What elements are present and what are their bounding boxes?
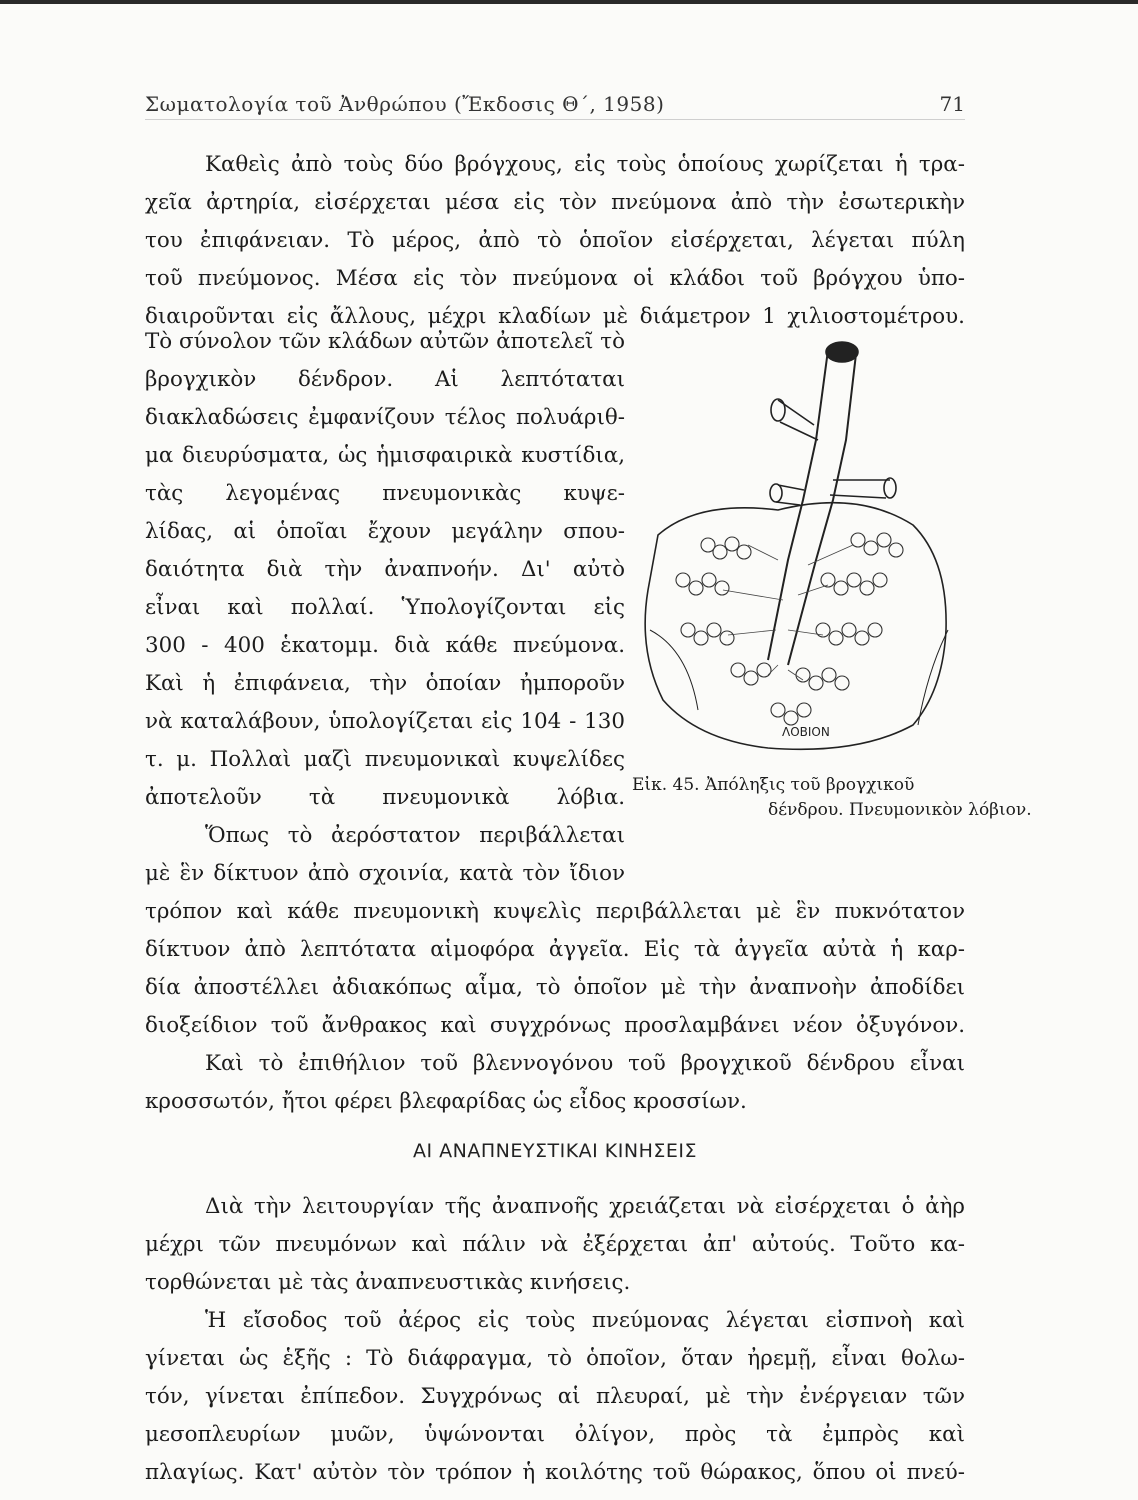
text-line: μὲ ἓν δίκτυον ἀπὸ σχοινία, κατὰ τὸν ἴδιον bbox=[145, 861, 625, 886]
text-line: χεῖα ἀρτηρία, εἰσέρχεται μέσα εἰς τὸν πνεύμονα ἀπὸ τὴν ἐσωτερικὴν bbox=[145, 190, 965, 215]
text-line: τορθώνεται μὲ τὰς ἀναπνευστικὰς κινήσεις. bbox=[145, 1270, 631, 1295]
text-line: διαιροῦνται εἰς ἄλλους, μέχρι κλαδίων μὲ διάμετρον 1 χιλιοστομέτρου. bbox=[145, 304, 965, 329]
text-line: νὰ καταλάβουν, ὑπολογίζεται εἰς 104 - 130 bbox=[145, 709, 625, 734]
text-line: ἀποτελοῦν τὰ πνευμονικὰ λόβια. bbox=[145, 785, 625, 810]
text-line: βρογχικὸν δένδρον. Αἱ λεπτόταται bbox=[145, 367, 625, 392]
figure-caption-line1: Εἰκ. 45. Ἀπόληξις τοῦ βρογχικοῦ bbox=[632, 775, 915, 795]
text-line: δία ἀποστέλλει ἀδιακόπως αἷμα, τὸ ὁποῖον μὲ τὴν ἀναπνοὴν ἀποδίδει bbox=[145, 975, 965, 1000]
text-line: τὰς λεγομένας πνευμονικὰς κυψε- bbox=[145, 481, 625, 506]
section-heading: ΑΙ ΑΝΑΠΝΕΥΣΤΙΚΑΙ ΚΙΝΗΣΕΙΣ bbox=[413, 1140, 697, 1162]
page-number: 71 bbox=[939, 92, 965, 116]
text-line: μέχρι τῶν πνευμόνων καὶ πάλιν νὰ ἐξέρχεται ἀπ' αὐτούς. Τοῦτο κα- bbox=[145, 1232, 965, 1257]
text-line: του ἐπιφάνειαν. Τὸ μέρος, ἀπὸ τὸ ὁποῖον εἰσέρχεται, λέγεται πύλη bbox=[145, 228, 965, 253]
text-line: πλαγίως. Κατ' αὐτὸν τὸν τρόπον ἡ κοιλότης τοῦ θώρακος, ὅπου οἱ πνεύ- bbox=[145, 1460, 965, 1485]
text-line: Διὰ τὴν λειτουργίαν τῆς ἀναπνοῆς χρειάζεται νὰ εἰσέρχεται ὁ ἀὴρ bbox=[205, 1194, 965, 1219]
text-line: εἶναι καὶ πολλαί. Ὑπολογίζονται εἰς bbox=[145, 595, 625, 620]
text-line: Τὸ σύνολον τῶν κλάδων αὐτῶν ἀποτελεῖ τὸ bbox=[145, 329, 625, 354]
text-line: Καθεὶς ἀπὸ τοὺς δύο βρόγχους, εἰς τοὺς ὁποίους χωρίζεται ἡ τρα- bbox=[205, 152, 965, 177]
text-line: τόν, γίνεται ἐπίπεδον. Συγχρόνως αἱ πλευραί, μὲ τὴν ἐνέργειαν τῶν bbox=[145, 1384, 965, 1409]
text-line: δίκτυον ἀπὸ λεπτότατα αἱμοφόρα ἀγγεῖα. Εἰς τὰ ἀγγεῖα αὐτὰ ἡ καρ- bbox=[145, 937, 965, 962]
text-line: Καὶ τὸ ἐπιθήλιον τοῦ βλεννογόνου τοῦ βρογχικοῦ δένδρου εἶναι bbox=[205, 1051, 965, 1076]
text-line: Ὅπως τὸ ἀερόστατον περιβάλλεται bbox=[205, 823, 625, 848]
text-line: διοξείδιον τοῦ ἄνθρακος καὶ συγχρόνως προσλαμβάνει νέον ὀξυγόνον. bbox=[145, 1013, 965, 1038]
text-line: Καὶ ἡ ἐπιφάνεια, τὴν ὁποίαν ἠμποροῦν bbox=[145, 671, 625, 696]
scan-edge bbox=[0, 0, 1138, 4]
text-line: δαιότητα διὰ τὴν ἀναπνοήν. Δι' αὐτὸ bbox=[145, 557, 625, 582]
text-line: γίνεται ὡς ἑξῆς : Τὸ διάφραγμα, τὸ ὁποῖον, ὅταν ἠρεμῇ, εἶναι θολω- bbox=[145, 1346, 965, 1371]
text-line: κροσσωτόν, ἤτοι φέρει βλεφαρίδας ὡς εἶδος κροσσίων. bbox=[145, 1089, 747, 1114]
text-line: τρόπον καὶ κάθε πνευμονικὴ κυψελὶς περιβάλλεται μὲ ἓν πυκνότατον bbox=[145, 899, 965, 924]
lobule-illustration bbox=[628, 330, 966, 770]
text-line: 300 - 400 ἑκατομμ. διὰ κάθε πνεύμονα. bbox=[145, 633, 625, 658]
running-header bbox=[145, 92, 965, 120]
text-line: τοῦ πνεύμονος. Μέσα εἰς τὸν πνεύμονα οἱ κλάδοι τοῦ βρόγχου ὑπο- bbox=[145, 266, 965, 291]
text-line: τ. μ. Πολλαὶ μαζὶ πνευμονικαὶ κυψελίδες bbox=[145, 747, 625, 772]
text-line: διακλαδώσεις ἐμφανίζουν τέλος πολυάριθ- bbox=[145, 405, 625, 430]
header-title: Σωματολογία τοῦ Ἀνθρώπου (Ἔκδοσις Θ΄, 1958) bbox=[145, 92, 665, 116]
text-line: Ἡ εἴσοδος τοῦ ἀέρος εἰς τοὺς πνεύμονας λέγεται εἰσπνοὴ καὶ bbox=[205, 1308, 965, 1333]
text-line: μα διευρύσματα, ὡς ἡμισφαιρικὰ κυστίδια, bbox=[145, 443, 625, 468]
figure-label: ΛΟΒΙΟΝ bbox=[782, 725, 830, 739]
text-line: λίδας, αἱ ὁποῖαι ἔχουν μεγάλην σπου- bbox=[145, 519, 625, 544]
figure-caption-line2: δένδρου. Πνευμονικὸν λόβιον. bbox=[768, 800, 1032, 820]
header-rule bbox=[145, 119, 965, 120]
text-line: μεσοπλευρίων μυῶν, ὑψώνονται ὀλίγον, πρὸς τὰ ἐμπρὸς καὶ bbox=[145, 1422, 965, 1447]
